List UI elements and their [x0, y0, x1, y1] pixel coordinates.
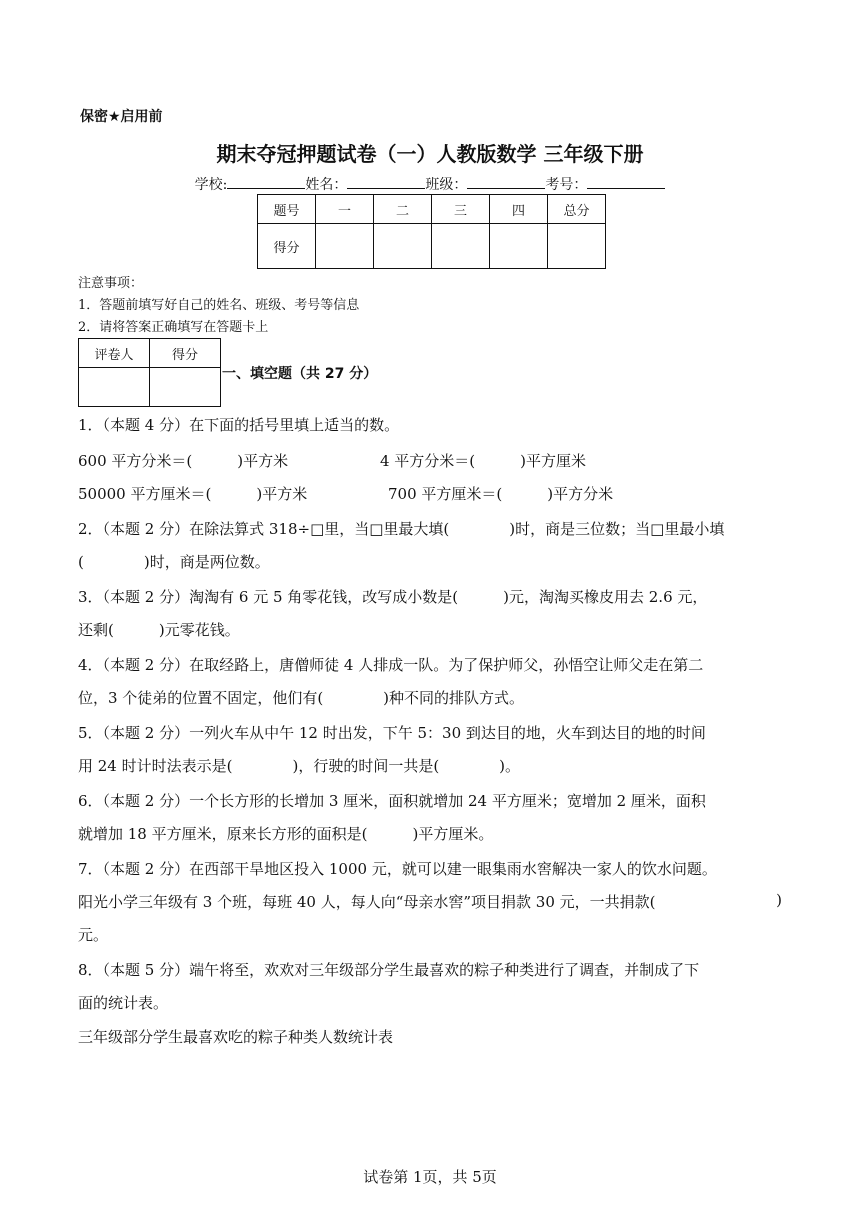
class-label: 班级：: [425, 177, 468, 193]
score-cell: [490, 224, 548, 269]
question-8-line: 8．（本题 5 分）端午将至，欢欢对三年级部分学生最喜欢的粽子种类进行了调查，并制成了下: [78, 961, 700, 979]
question-7-text: 阳光小学三年级有 3 个班，每班 40 人，每人向“母亲水窖”项目捐款 30 元，一共捐款(: [78, 893, 656, 911]
score-header-cell: 题号: [258, 195, 316, 224]
question-1c: 50000 平方厘米＝( )平方米: [78, 485, 308, 503]
score-cell: [548, 224, 606, 269]
exam-number-label: 考号：: [545, 177, 588, 193]
note-item: 1．答题前填写好自己的姓名、班级、考号等信息: [78, 298, 360, 313]
question-1b: 4 平方分米＝( )平方厘米: [380, 452, 587, 470]
question-1: 1．（本题 4 分）在下面的括号里填上适当的数。: [78, 416, 400, 434]
confidential-label: 保密★启用前: [80, 109, 163, 125]
question-5-line: 5．（本题 2 分）一列火车从中午 12 时出发，下午 5：30 到达目的地，火车到达目的地的时间: [78, 724, 706, 742]
question-4-line: 位，3 个徒弟的位置不固定，他们有( )种不同的排队方式。: [78, 689, 525, 707]
score-header-cell: 三: [432, 195, 490, 224]
question-3-line: 还剩( )元零花钱。: [78, 621, 240, 639]
question-6-line: 6．（本题 2 分）一个长方形的长增加 3 厘米，面积就增加 24 平方厘米；宽增加 2 厘米，面积: [78, 792, 706, 810]
score-header-cell: 四: [490, 195, 548, 224]
student-info-line: [0, 174, 860, 194]
score-cell: [432, 224, 490, 269]
score-header-cell: 二: [374, 195, 432, 224]
class-blank[interactable]: [467, 174, 545, 189]
question-3-line: 3．（本题 2 分）淘淘有 6 元 5 角零花钱，改写成小数是( )元，淘淘买橡皮用去 2.6 元，: [78, 588, 708, 606]
table-caption: 三年级部分学生最喜欢吃的粽子种类人数统计表: [78, 1028, 394, 1046]
question-5-line: 用 24 时计时法表示是( )，行驶的时间一共是( )。: [78, 757, 521, 775]
score-cell: [374, 224, 432, 269]
note-item: 2．请将答案正确填写在答题卡上: [78, 320, 269, 335]
question-2-line: 2．（本题 2 分）在除法算式 318÷□里，当□里最大填( )时，商是三位数；当□里最小填: [78, 520, 725, 538]
grader-table: [78, 338, 221, 407]
question-1a: 600 平方分米＝( )平方米: [78, 452, 289, 470]
name-blank[interactable]: [347, 174, 425, 189]
grader-header-cell: 得分: [150, 339, 221, 368]
school-label: 学校:: [194, 177, 228, 193]
question-7-line: [78, 891, 782, 912]
question-7-line: 7．（本题 2 分）在西部干旱地区投入 1000 元，就可以建一眼集雨水窖解决一家人的饮水问题。: [78, 860, 717, 878]
question-8-line: 面的统计表。: [78, 994, 169, 1012]
score-header-cell: 一: [316, 195, 374, 224]
question-1d: 700 平方厘米＝( )平方分米: [388, 485, 614, 503]
question-2-line: ( )时，商是两位数。: [78, 553, 270, 571]
section-title: 一、填空题（共 27 分）: [222, 366, 378, 382]
exam-number-blank[interactable]: [587, 174, 665, 189]
school-blank[interactable]: [227, 174, 305, 189]
score-cell: [316, 224, 374, 269]
score-table: [257, 194, 606, 269]
grader-header-cell: 评卷人: [79, 339, 150, 368]
score-row-label: 得分: [258, 224, 316, 269]
name-label: 姓名：: [305, 177, 348, 193]
page-title: 期末夺冠押题试卷（一）人教版数学 三年级下册: [216, 142, 644, 166]
grader-cell: [150, 368, 221, 407]
question-6-line: 就增加 18 平方厘米，原来长方形的面积是( )平方厘米。: [78, 825, 494, 843]
question-7-line: 元。: [78, 926, 109, 944]
score-header-cell: 总分: [548, 195, 606, 224]
notes-title: 注意事项：: [78, 276, 144, 291]
question-4-line: 4．（本题 2 分）在取经路上，唐僧师徒 4 人排成一队。为了保护师父，孙悟空让师父走在第二: [78, 656, 704, 674]
page-footer: 试卷第 1页，共 5页: [363, 1168, 497, 1186]
question-7-close-paren: ): [776, 891, 782, 909]
grader-cell: [79, 368, 150, 407]
